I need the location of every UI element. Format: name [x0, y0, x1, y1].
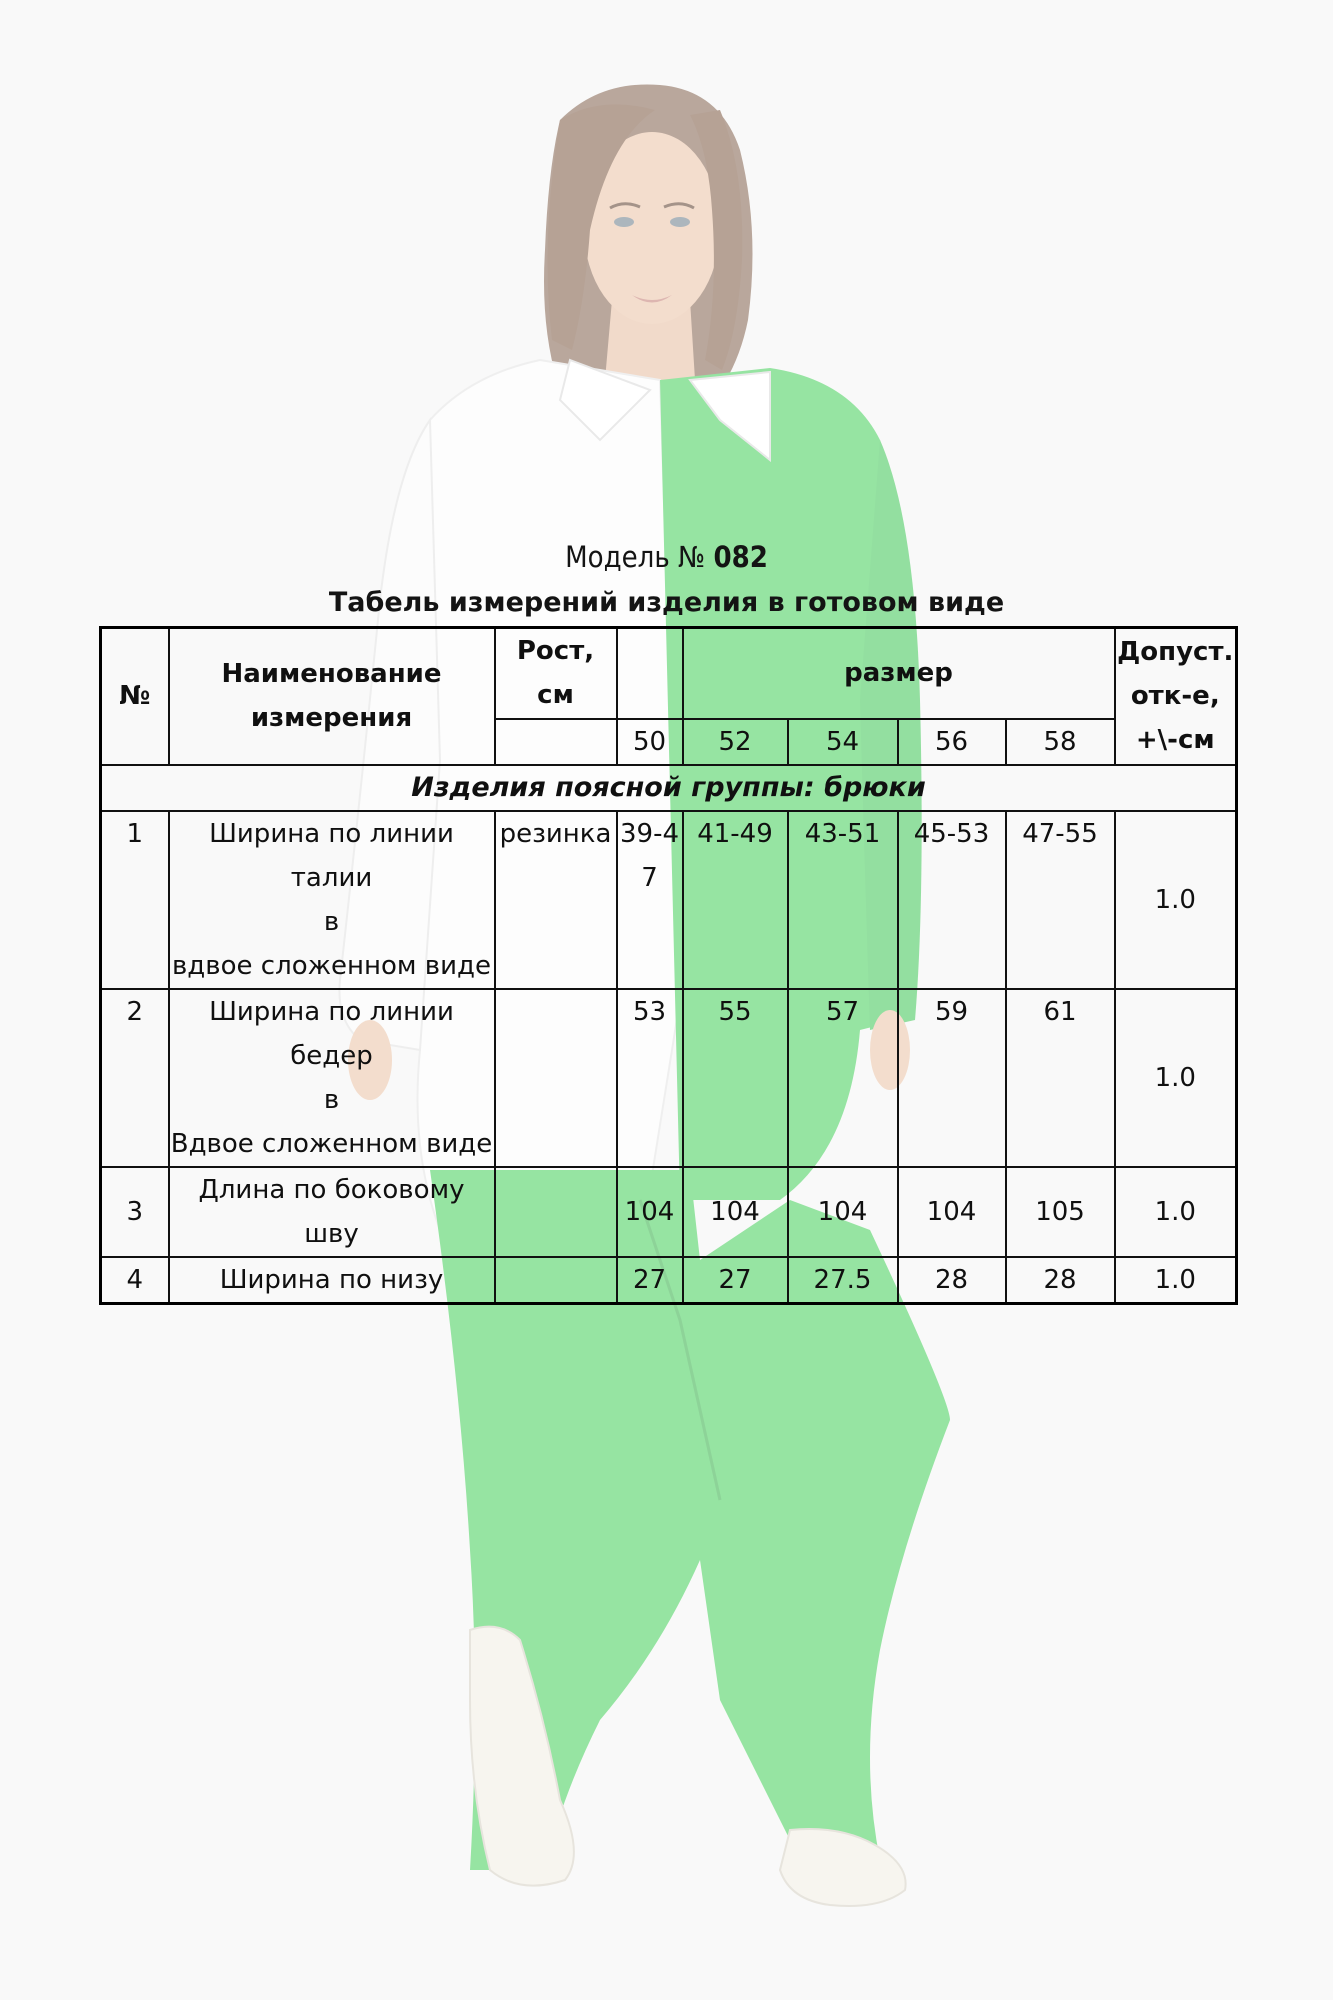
- row-value-54: 104: [788, 1167, 898, 1257]
- row-value-56: 28: [898, 1257, 1006, 1304]
- table-subtitle: Табель измерений изделия в готовом виде: [328, 587, 1005, 618]
- row-no: 4: [101, 1257, 169, 1304]
- model-title: Модель № 082: [565, 540, 768, 574]
- row-value-52: 41-49: [683, 811, 788, 989]
- row-name: Ширина по линии талии в вдвое сложенном виде: [169, 811, 495, 989]
- col-size-header: размер: [683, 628, 1115, 719]
- row-name: Ширина по линии бедер в Вдвое сложенном виде: [169, 989, 495, 1167]
- section-row: [101, 765, 1237, 811]
- row-value-58: 105: [1006, 1167, 1115, 1257]
- size-50: 50: [617, 719, 683, 765]
- row-value-52: 55: [683, 989, 788, 1167]
- row-value-56: 45-53: [898, 811, 1006, 989]
- row-value-58: 47-55: [1006, 811, 1115, 989]
- row-no: 3: [101, 1167, 169, 1257]
- row-height: резинка: [495, 811, 617, 989]
- col-height-header: Рост, см: [495, 628, 617, 719]
- section-title: Изделия поясной группы: брюки: [101, 765, 1237, 811]
- row-no: 1: [101, 811, 169, 989]
- row-value-50: 53: [617, 989, 683, 1167]
- row-value-50: 39-47: [617, 811, 683, 989]
- col-no-header: №: [101, 628, 169, 765]
- row-value-58: 28: [1006, 1257, 1115, 1304]
- col-tolerance-header: Допуст. отк-е, +\-см: [1115, 628, 1237, 765]
- row-value-50: 104: [617, 1167, 683, 1257]
- row-value-54: 43-51: [788, 811, 898, 989]
- row-value-58: 61: [1006, 989, 1115, 1167]
- row-name: Ширина по низу: [169, 1257, 495, 1304]
- row-name: Длина по боковому шву: [169, 1167, 495, 1257]
- row-height: [495, 1257, 617, 1304]
- size-54: 54: [788, 719, 898, 765]
- table-row: [101, 1257, 1237, 1304]
- table-row: [101, 1167, 1237, 1257]
- row-tolerance: 1.0: [1115, 811, 1237, 989]
- col-height-sub: [495, 719, 617, 765]
- row-tolerance: 1.0: [1115, 989, 1237, 1167]
- row-value-54: 27.5: [788, 1257, 898, 1304]
- row-height: [495, 989, 617, 1167]
- size-56: 56: [898, 719, 1006, 765]
- measurement-table: [99, 626, 1238, 1305]
- row-value-52: 27: [683, 1257, 788, 1304]
- size-58: 58: [1006, 719, 1115, 765]
- row-value-54: 57: [788, 989, 898, 1167]
- row-tolerance: 1.0: [1115, 1167, 1237, 1257]
- row-value-52: 104: [683, 1167, 788, 1257]
- row-value-50: 27: [617, 1257, 683, 1304]
- header-row-1: [101, 628, 1237, 719]
- col-name-header: Наименование измерения: [169, 628, 495, 765]
- size-52: 52: [683, 719, 788, 765]
- row-value-56: 59: [898, 989, 1006, 1167]
- row-value-56: 104: [898, 1167, 1006, 1257]
- table-row: [101, 989, 1237, 1167]
- row-height: [495, 1167, 617, 1257]
- table-row: [101, 811, 1237, 989]
- model-number: 082: [713, 540, 768, 574]
- col-size-spacer: [617, 628, 683, 719]
- row-no: 2: [101, 989, 169, 1167]
- row-tolerance: 1.0: [1115, 1257, 1237, 1304]
